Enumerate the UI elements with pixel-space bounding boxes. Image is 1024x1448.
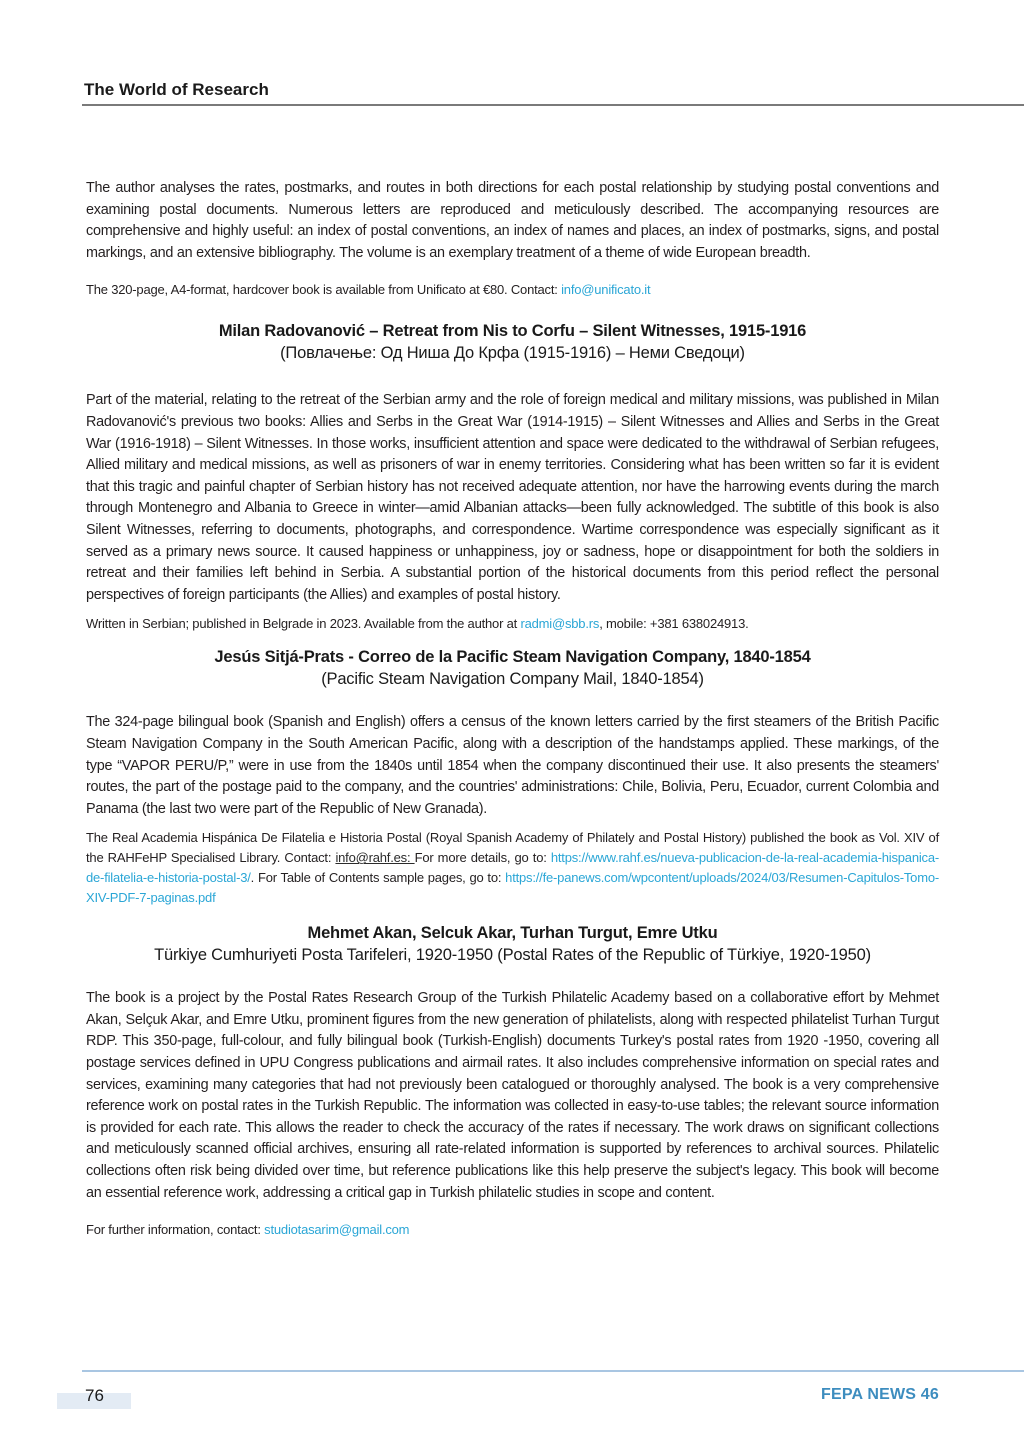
note-text: For further information, contact: — [86, 1222, 265, 1238]
review-title: Milan Radovanović – Retreat from Nis to Corfu – Silent Witnesses, 1915-1916 — [218, 322, 807, 341]
review-sitja — [86, 646, 939, 908]
intro-review — [86, 178, 939, 300]
article-content — [86, 178, 939, 1240]
radmi-email-link[interactable]: radmi@sbb.rs — [520, 616, 600, 632]
review-akan — [86, 922, 939, 1240]
review-subtitle: (Pacific Steam Navigation Company Mail, 1840-1854) — [321, 670, 704, 689]
review-radovanovic — [86, 320, 939, 634]
review-body: The 324-page bilingual book (Spanish and English) offers a census of the known letters carried by the first steamers of the British Pacific Steam Navigation Company in the South American Pacific, along with a description of the handstamps applied. These markings, of the type “VAPOR PERU/P,” were in use from the 1840s until 1854 when the company discontinued their use. It also presents the steamers' routes, the part of the postage paid to the company, and the countries' administrations: Chile, Bolivia, Peru, Ecuador, current Colombia and Panama (the last two were part of the Republic of New Granada). — [86, 714, 939, 817]
review-title: Jesús Sitjá-Prats - Correo de la Pacific Steam Navigation Company, 1840-1854 — [214, 648, 811, 667]
publication-name: FEPA NEWS 46 — [821, 1386, 939, 1403]
unificato-email-link[interactable]: info@unificato.it — [561, 282, 651, 298]
review-subtitle: (Повлачење: Од Ниша До Крфа (1915-1916) – Неми Сведоци) — [280, 344, 745, 363]
page-number: 76 — [85, 1386, 104, 1405]
intro-paragraph: The author analyses the rates, postmarks, and routes in both directions for each postal relationship by studying postal conventions and examining postal documents. Numerous letters are reproduced and meticulously described. The accompanying resources are comprehensive and highly useful: an index of postal conventions, an index of names and places, an index of postmarks, signs, and postal markings, and an extensive bibliography. The volume is an exemplary treatment of a theme of wide European breadth. — [86, 180, 939, 261]
fepanews-toc-link[interactable]: https://fe-panews.com/wpcontent/uploads/2024/03/Resumen-Capitulos-Tomo-XIV-PDF-7-paginas.pdf — [86, 870, 939, 906]
review-note — [86, 614, 939, 634]
studiotasarim-email-link[interactable]: studiotasarim@gmail.com — [264, 1222, 410, 1238]
rahf-details-link[interactable]: https://www.rahf.es/nueva-publicacion-de-la-real-academia-hispanica-de-filatelia-e-historia-postal-3/ — [86, 850, 939, 886]
review-note — [86, 1220, 939, 1240]
review-body: The book is a project by the Postal Rates Research Group of the Turkish Philatelic Academy based on a collaborative effort by Mehmet Akan, Selçuk Akar, and Emre Utku, prominent figures from the new generation of philatelists, along with respected philatelist Turhan Turgut RDP. This 350-page, full-colour, and fully bilingual book (Turkish-English) documents Turkey's postal rates from 1920 -1950, covering all postage services defined in UPU Congress publications and airmail rates. It also includes comprehensive information on special rates and services, examining many categories that had not previously been catalogued or thoroughly analysed. The book is a very comprehensive reference work on postal rates in the Turkish Republic. The information was collected in easy-to-use tables; the relevant source information is provided for each rate. This allows the reader to check the accuracy of the rates if necessary. The work draws on significant collections and meticulously scanned official archives, ensuring all rate-related information is supported by references to archival sources. Philatelic collections often risk being divided over time, but reference publications like this help preserve the subject's legacy. This book will become an essential reference work, addressing a critical gap in Turkish philatelic studies in scope and content. — [86, 990, 939, 1201]
footer-rule — [82, 1370, 1024, 1372]
intro-availability-note — [86, 280, 939, 300]
review-subtitle: Türkiye Cumhuriyeti Posta Tarifeleri, 1920-1950 (Postal Rates of the Republic of Türkiye, 1920-1950) — [154, 946, 871, 965]
rahf-email-link[interactable]: info@rahf.es: — [335, 850, 415, 866]
note-text: For more details, go to: — [414, 850, 551, 866]
note-text: The 320-page, A4-format, hardcover book is available from Unificato at €80. Contact: — [86, 282, 562, 298]
review-title: Mehmet Akan, Selcuk Akar, Turhan Turgut, Emre Utku — [307, 924, 718, 943]
running-title: The World of Research — [84, 80, 269, 99]
note-text: Written in Serbian; published in Belgrade in 2023. Available from the author at — [86, 616, 521, 632]
note-text: . For Table of Contents sample pages, go to: — [250, 870, 506, 886]
review-note — [86, 828, 939, 908]
header-rule — [82, 104, 1024, 106]
review-body: Part of the material, relating to the retreat of the Serbian army and the role of foreign medical and military missions, was published in Milan Radovanović's previous two books: Allies and Serbs in the Great War (1914-1915) – Silent Witnesses and Allies and Serbs in the Great War (1916-1918) – Silent Witnesses. In those works, insufficient attention and space were dedicated to the withdrawal of Serbian refugees, Allied military and medical missions, as well as prisoners of war in enemy territories. Considering what has been written so far it is evident that this tragic and painful chapter of Serbian history has not received adequate attention, nor have the harrowing events during the march through Montenegro and Albania to Greece in winter—amid Albanian attacks—been fully acknowledged. The subtitle of this book is also Silent Witnesses, referring to documents, photographs, and correspondence. Wartime correspondence was especially significant as it served as a primary news source. It caused happiness or unhappiness, joy or sadness, hope or disappointment for both the soldiers in retreat and their families left behind in Serbia. A substantial portion of the historical documents from this period reflect the personal perspectives of foreign participants (the Allies) and examples of postal history. — [86, 392, 939, 603]
note-tail: , mobile: +381 638024913. — [599, 616, 749, 632]
note-text: The Real Academia Hispánica De Filatelia e Historia Postal (Royal Spanish Academy of Philately and Postal History) published the book as Vol. XIV of the RAHFeHP Specialised Library. Contact: — [86, 830, 939, 866]
